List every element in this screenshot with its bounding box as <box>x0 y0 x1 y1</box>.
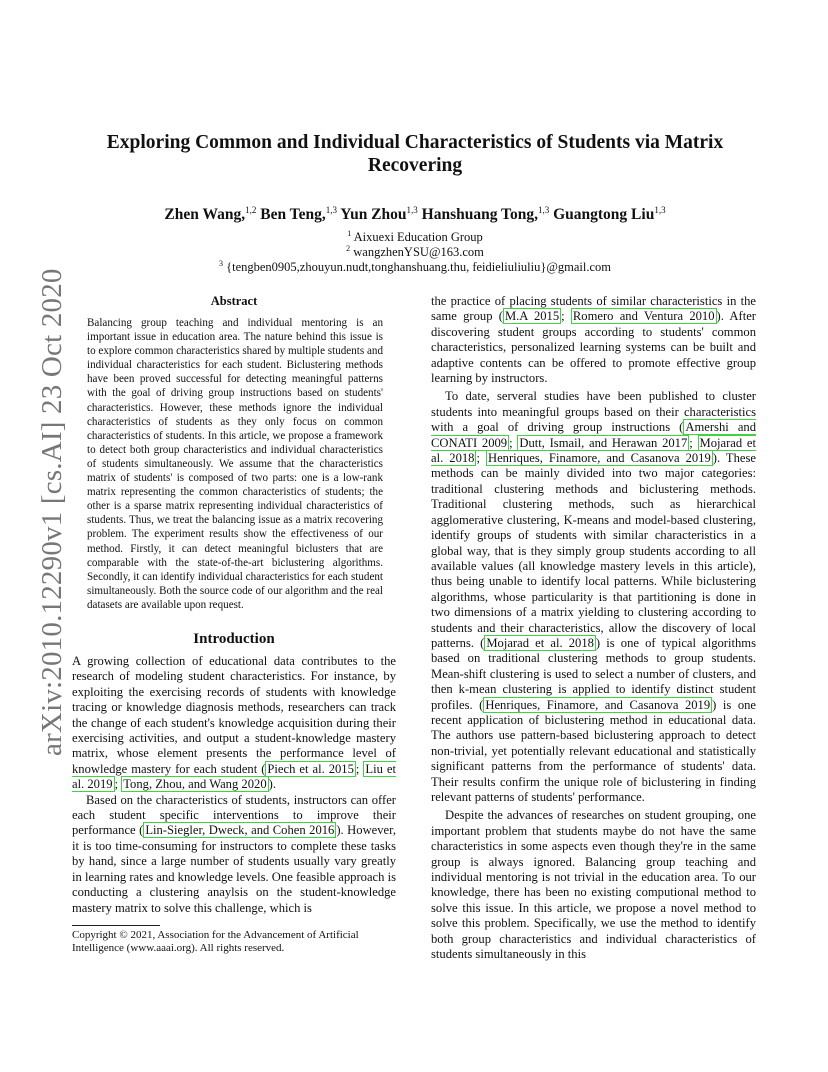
citation-link[interactable]: Henriques, Finamore, and Casanova 2019 <box>485 697 711 712</box>
arxiv-identifier: arXiv:2010.12290v1 [cs.AI] 23 Oct 2020 <box>36 268 68 756</box>
citation-link[interactable]: Mojarad et al. 2018 <box>431 435 756 466</box>
citation-link[interactable]: Piech et al. 2015 <box>267 761 354 776</box>
abstract-body: Balancing group teaching and individual mentoring is an important issue in education area. The nature behind this issue is to explore common characteristics shared by multiple students and individual characteristics for each student. Biclustering methods have been proved successful for detecting meaningful patterns with the goal of driving group instructions based on students' characteristics. However, these methods ignore the individual characteristics of students as they only focus on common characteristics of students. In this article, we propose a framework to detect both group characteristics and individual characteristics of students simultaneously. We assume that the characteristics matrix of students' is composed of two parts: one is a low-rank matrix representing the common characteristics of students; the other is a sparse matrix representing individual characteristics of students. Thus, we treat the balancing issue as a matrix recovering problem. The experiment results show the effectiveness of our method. Firstly, it can detect meaningful biclusters that are comparable with the state-of-the-art biclustering algorithms. Secondly, it can identify individual characteristics for each student simultaneously. Both the source code of our algorithm and the real datasets are available upon request. <box>87 317 383 611</box>
citation-link[interactable]: Amershi and CONATI 2009 <box>431 420 756 450</box>
author-affiliation-marker: 1,3 <box>654 205 666 215</box>
affiliation-2: $^2$ wangzhenYSU@163.com <box>346 244 484 260</box>
citation-link[interactable]: Tong, Zhou, and Wang 2020 <box>123 777 267 792</box>
intro-paragraph-2: Based on the characteristics of students, instructors can offer each student specific interventions to improve their performance ( Lin-Siegler, Dweck, and Cohen 2016 ). However, it is too time-consuming for instructors to complete these tasks by hand, since a large number of students usually vary greatly in learning rates and knowledge levels. One feasible approach is conducting a clustering anaylsis on the student-knowledge mastery matrix to solve this challenge, which is <box>72 792 396 915</box>
affiliation-1: $^1$ Aixuexi Education Group <box>347 229 483 245</box>
author-affiliation-marker: 1,3 <box>406 205 418 215</box>
body-paragraph-related-work: To date, serveral studies have been published to cluster students into meaningful groups based on their characteristics with a goal of driving group instructions ( Amershi and CONATI 2009 ; Dutt, Ismail, and Herawan 2017 ; Mojarad et al. 2018 ; Henriques, Finamore, and Casanova 2019 ). These methods can be mainly divided into two major categories: traditional clustering methods and biclustering methods. Traditional clustering methods, such as hierarchical agglomerative clustering, K-means and model-based clustering, identify groups of students with similar characteristics in a global way, that is they simply group students according to all available values (all knowledge mastery levels in this article), thus being unable to identify local patterns. While biclustering algorithms, whose particularity is that partitioning is done in two dimensions of a matrix yielding to clustering according to students and their characteristics, allow the discovery of local patterns. ( Mojarad et al. 2018 ) is one of typical algorithms based on traditional clustering methods to group students. Mean-shift clustering is used to select a number of clusters, and then k-mean clustering is applied to identify distinct student profiles. ( Henriques, Finamore, and Casanova 2019 ) is one recent application of biclustering method in educational data. The authors use pattern-based biclustering approach to detect non-trivial, yet potentially relevant educational and statistically significant patterns from the performance of students' data. Their results confirm the unique role of biclustering in finding relevant patterns of students' performance. <box>431 389 757 804</box>
author-name: Zhen Wang, <box>164 206 246 224</box>
paper-title: Exploring Common and Individual Characteristics of Students via Matrix Recovering <box>106 132 724 176</box>
author-name: Ben Teng, <box>260 206 326 224</box>
author-name: Yun Zhou <box>340 206 407 224</box>
author-affiliation-marker: 1,3 <box>325 205 337 215</box>
copyright-notice: Copyright © 2021, Association for the Advancement of Artificial Intelligence (www.aaai.org). All rights reserved. <box>72 929 359 954</box>
citation-link[interactable]: Liu et al. 2019 <box>72 761 396 792</box>
right-column-body <box>431 294 756 962</box>
body-paragraph-problem: Despite the advances of researches on student grouping, one important problem that students maybe do not have the same characteristics in some aspects even though they're in the same group is always ignored. Balancing group teaching and individual mentoring is not trivial in the education area. To our knowledge, there has been no existing computional method to solve this issue. In this article, we propose a novel method to solve this problem. Specifically, we use the method to identify both group characteristics and individual characteristics of students simultaneously in this <box>431 808 756 962</box>
introduction-heading: Introduction <box>193 631 275 647</box>
left-column-body <box>72 654 396 916</box>
affiliation-3: $^3$ {tengben0905,zhouyun.nudt,tonghanshuang.thu, feidieliuliuliu}@gmail.com <box>218 259 612 275</box>
arxiv-side-stamp <box>14 268 68 756</box>
citation-link[interactable]: Henriques, Finamore, and Casanova 2019 <box>488 451 711 466</box>
body-paragraph-grouping: the practice of placing students of similar characteristics in the same group ( M.A 2015 ; Romero and Ventura 2010 ). After discovering student groups according to students' common characteristics, personalized learning systems can be built and adaptive contents can be offered to promote effective group learning by instructors. <box>431 294 756 386</box>
abstract-heading: Abstract <box>210 294 258 308</box>
author-name: Guangtong Liu <box>553 206 655 224</box>
author-name: Hanshuang Tong, <box>421 206 538 224</box>
citation-link[interactable]: Lin-Siegler, Dweck, and Cohen 2016 <box>145 823 335 838</box>
citation-link[interactable]: M.A 2015 <box>504 309 560 324</box>
author-affiliation-marker: 1,3 <box>537 205 550 215</box>
intro-paragraph-1: A growing collection of educational data contributes to the research of modeling student characteristics. For instance, by exploiting the exercising records of students with knowledge tracing or knowledge diagnosis methods, researchers can track the change of each student's knowledge acquisition during their exercising activities, and output a student-knowledge mastery matrix, whose element presents the performance level of knowledge mastery for each student ( Piech et al. 2015 ; Liu et al. 2019 ; Tong, Zhou, and Wang 2020 ). <box>72 654 396 792</box>
citation-link[interactable]: Romero and Ventura 2010 <box>572 309 715 324</box>
footnote-divider <box>72 925 160 926</box>
author-affiliation-marker: 1,2 <box>245 205 257 215</box>
author-list <box>80 205 750 224</box>
citation-link[interactable]: Mojarad et al. 2018 <box>486 635 594 650</box>
citation-link[interactable]: Dutt, Ismail, and Herawan 2017 <box>519 435 688 450</box>
